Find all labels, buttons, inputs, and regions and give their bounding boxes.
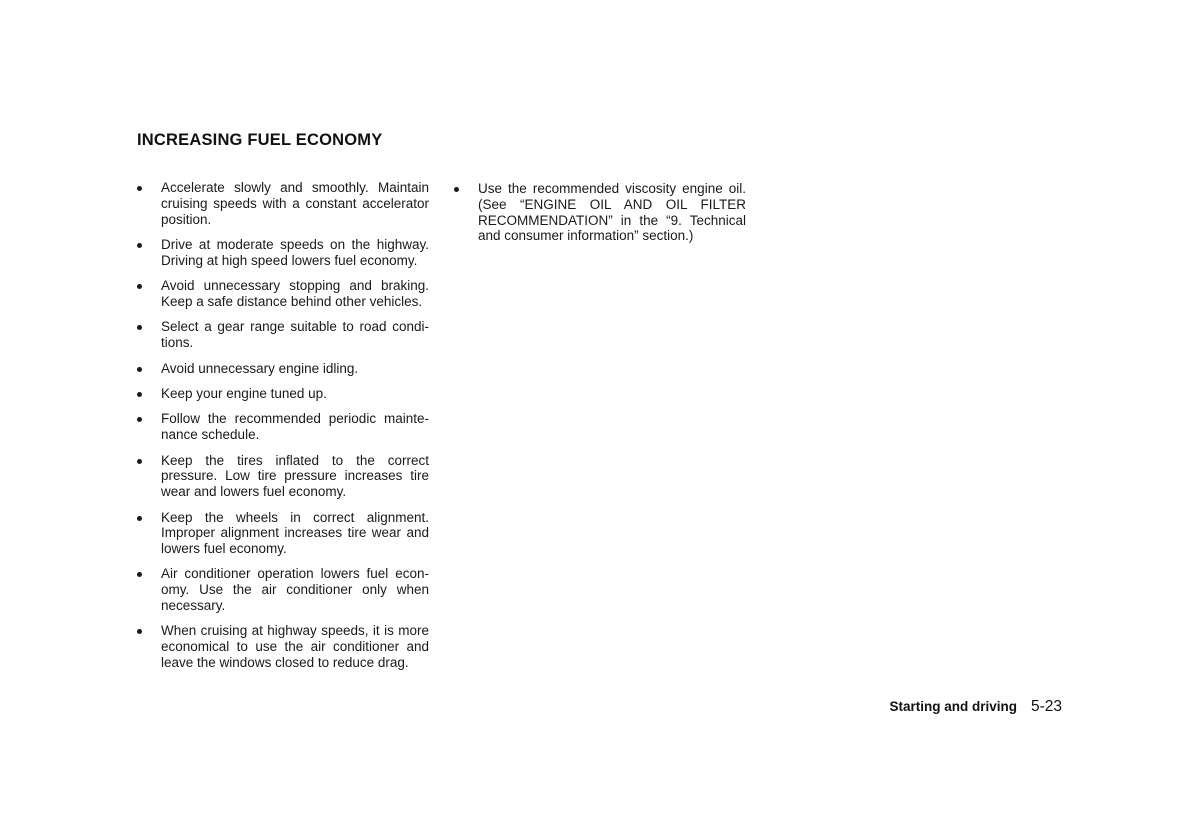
- bullet-icon: [137, 459, 142, 464]
- list-item: [137, 453, 429, 500]
- list-item-text: Avoid unnecessary stopping and braking. Keep a safe distance behind other vehicles.: [161, 278, 429, 309]
- list-item: [137, 319, 429, 351]
- tips-list-right: [454, 181, 746, 254]
- list-item-text: Accelerate slowly and smoothly. Maintain cruising speeds with a constant accelerator position.: [161, 180, 429, 227]
- bullet-icon: [137, 325, 142, 330]
- bullet-icon: [137, 367, 142, 372]
- list-item-text: When cruising at highway speeds, it is more economical to use the air conditioner and leave the windows closed to reduce drag.: [161, 623, 429, 671]
- bullet-icon: [137, 629, 142, 634]
- bullet-icon: [137, 417, 142, 422]
- list-item-text: Avoid unnecessary engine idling.: [161, 360, 359, 376]
- list-item: [137, 237, 429, 269]
- list-item-text: Keep your engine tuned up.: [161, 385, 327, 401]
- list-item-text: Keep the tires inflated to the correct pressure. Low tire pressure increases tire wear and lowers fuel economy.: [161, 452, 429, 500]
- list-item-text: Keep the wheels in correct alignment. Improper alignment increases tire wear and lowers fuel economy.: [161, 509, 429, 557]
- section-heading: INCREASING FUEL ECONOMY: [137, 131, 383, 149]
- bullet-icon: [137, 284, 142, 289]
- list-item: [137, 278, 429, 310]
- list-item: [137, 361, 429, 377]
- bullet-icon: [137, 186, 142, 191]
- page-number: 5-23: [1030, 698, 1062, 715]
- page-footer: [889, 698, 1062, 716]
- list-item-text: Use the recommended viscosity engine oil. (See “ENGINE OIL AND OIL FILTER RECOMMENDATION” in the “9. Technical and consumer information” section.): [478, 181, 746, 244]
- list-item: [454, 181, 746, 244]
- list-item: [137, 510, 429, 557]
- list-item-text: Air conditioner operation lowers fuel econ-omy. Use the air conditioner only when necessary.: [161, 566, 429, 614]
- list-item-text: Drive at moderate speeds on the highway. Driving at high speed lowers fuel economy.: [161, 236, 429, 268]
- footer-section-title: Starting and driving: [889, 699, 1017, 714]
- list-item: [137, 566, 429, 613]
- bullet-icon: [454, 187, 459, 192]
- list-item: [137, 386, 429, 402]
- bullet-icon: [137, 572, 142, 577]
- list-item-text: Follow the recommended periodic mainte-nance schedule.: [161, 411, 429, 443]
- list-item: [137, 180, 429, 227]
- tips-list-left: [137, 180, 429, 680]
- bullet-icon: [137, 243, 142, 248]
- list-item: [137, 411, 429, 443]
- list-item: [137, 623, 429, 670]
- bullet-icon: [137, 392, 142, 397]
- bullet-icon: [137, 516, 142, 521]
- list-item-text: Select a gear range suitable to road condi-tions.: [161, 319, 429, 351]
